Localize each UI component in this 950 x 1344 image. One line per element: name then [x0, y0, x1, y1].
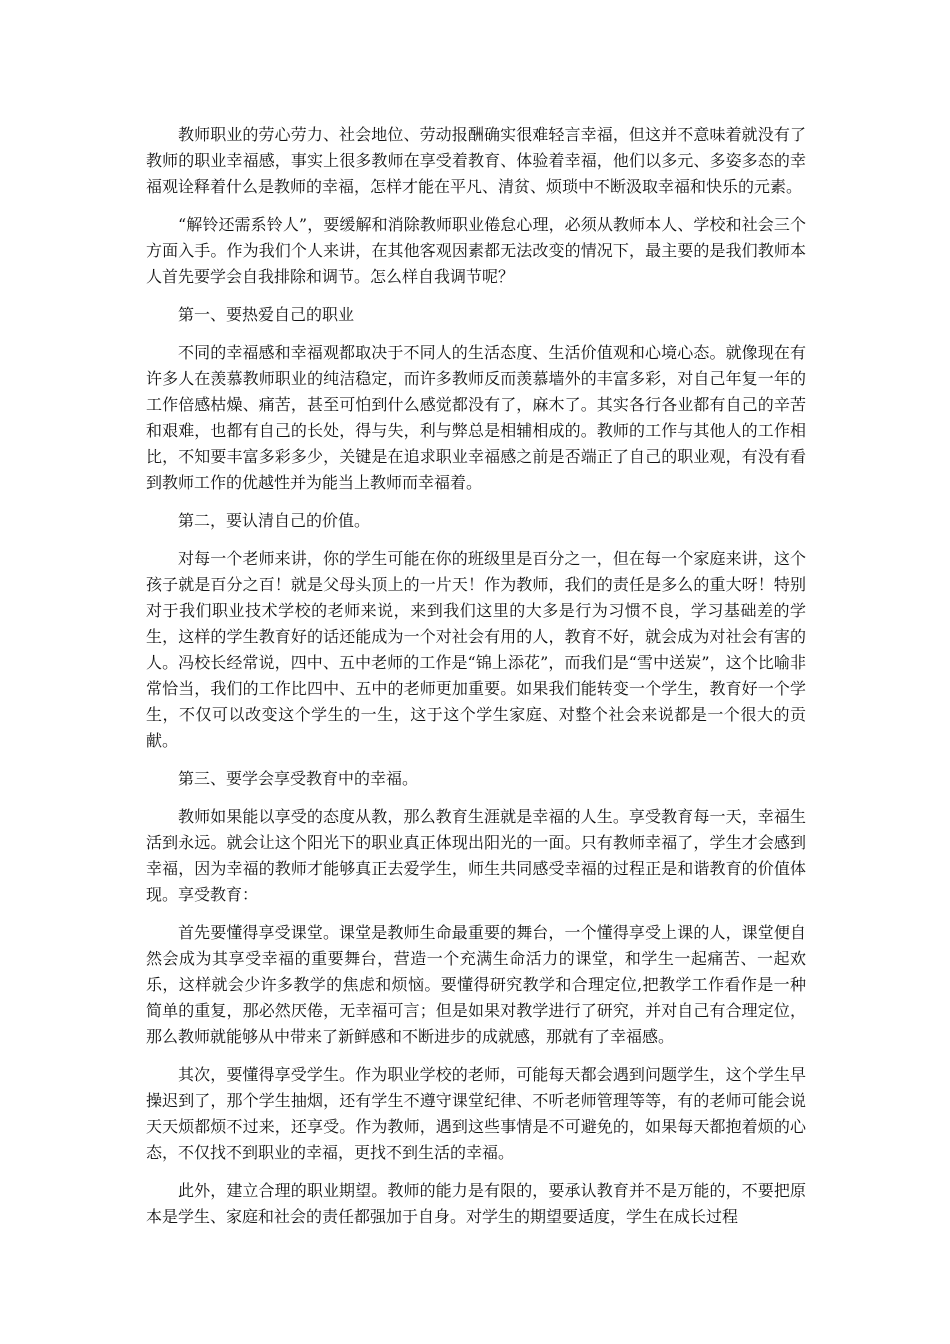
- paragraph-expectations: 此外，建立合理的职业期望。教师的能力是有限的，要承认教育并不是万能的，不要把原本是学生、家庭和社会的责任都强加于自身。对学生的期望要适度，学生在成长过程: [146, 1181, 806, 1226]
- paragraph-self-adjust: “解铃还需系铃人”，要缓解和消除教师职业倦怠心理，必须从教师本人、学校和社会三个方面入手。作为我们个人来讲，在其他客观因素都无法改变的情况下，最主要的是我们教师本人首先要学会自我排除和调节。怎么样自我调节呢？: [146, 215, 806, 286]
- section-heading-value: 第二，要认清自己的价值。: [178, 511, 371, 530]
- document-body: [146, 122, 806, 1242]
- paragraph-enjoy-classroom: 首先要懂得享受课堂。课堂是教师生命最重要的舞台，一个懂得享受上课的人，课堂便自然会成为其享受幸福的重要舞台，营造一个充满生命活力的课堂，和学生一起痛苦、一起欢乐，这样就会少许多教学的焦虑和烦恼。要懂得研究教学和合理定位,把教学工作看作是一种简单的重复，那必然厌倦，无幸福可言；但是如果对教学进行了研究，并对自己有合理定位，那么教师就能够从中带来了新鲜感和不断进步的成就感，那就有了幸福感。: [146, 923, 806, 1046]
- paragraph-value: 对每一个老师来讲，你的学生可能在你的班级里是百分之一，但在每一个家庭来讲，这个孩子就是百分之百！就是父母头顶上的一片天！作为教师，我们的责任是多么的重大呀！特别对于我们职业技术学校的老师来说，来到我们这里的大多是行为习惯不良，学习基础差的学生，这样的学生教育好的话还能成为一个对社会有用的人，教育不好，就会成为对社会有害的人。冯校长经常说，四中、五中老师的工作是“锦上添花”，而我们是“雪中送炭”，这个比喻非常恰当，我们的工作比四中、五中的老师更加重要。如果我们能转变一个学生，教育好一个学生，不仅可以改变这个学生的一生，这于这个学生家庭、对整个社会来说都是一个很大的贡献。: [146, 549, 806, 750]
- paragraph-enjoy-students: 其次，要懂得享受学生。作为职业学校的老师，可能每天都会遇到问题学生，这个学生早操迟到了，那个学生抽烟，还有学生不遵守课堂纪律、不听老师管理等等，有的老师可能会说天天烦都烦不过来，还享受。作为教师，遇到这些事情是不可避免的，如果每天都抱着烦的心态，不仅找不到职业的幸福，更找不到生活的幸福。: [146, 1065, 806, 1162]
- paragraph-intro: 教师职业的劳心劳力、社会地位、劳动报酬确实很难轻言幸福，但这并不意味着就没有了教师的职业幸福感，事实上很多教师在享受着教育、体验着幸福，他们以多元、多姿多态的幸福观诠释着什么是教师的幸福，怎样才能在平凡、清贫、烦琐中不断汲取幸福和快乐的元素。: [146, 125, 806, 196]
- section-heading-love-job: 第一、要热爱自己的职业: [178, 305, 355, 324]
- paragraph-love-job: 不同的幸福感和幸福观都取决于不同人的生活态度、生活价值观和心境心态。就像现在有许多人在羡慕教师职业的纯洁稳定，而许多教师反而羡慕墙外的丰富多彩，对自己年复一年的工作倍感枯燥、痛苦，甚至可怕到什么感觉都没有了，麻木了。其实各行各业都有自己的辛苦和艰难，也都有自己的长处，得与失，利与弊总是相辅相成的。教师的工作与其他人的工作相比，不知要丰富多彩多少，关键是在追求职业幸福感之前是否端正了自己的职业观，有没有看到教师工作的优越性并为能当上教师而幸福着。: [146, 343, 806, 492]
- paragraph-enjoy: 教师如果能以享受的态度从教，那么教育生涯就是幸福的人生。享受教育每一天，幸福生活到永远。就会让这个阳光下的职业真正体现出阳光的一面。只有教师幸福了，学生才会感到幸福，因为幸福的教师才能够真正去爱学生，师生共同感受幸福的过程正是和谐教育的价值体现。享受教育：: [146, 807, 806, 904]
- section-heading-enjoy: 第三、要学会享受教育中的幸福。: [178, 769, 419, 788]
